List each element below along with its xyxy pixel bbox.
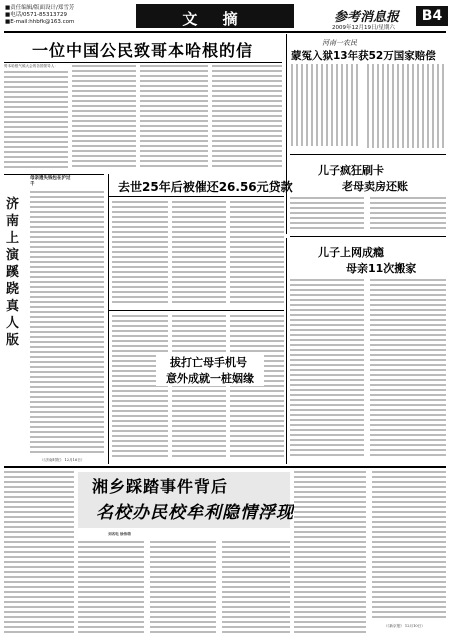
xx-body-col4 bbox=[294, 470, 366, 636]
phone-contact: ■电话/0571-85313729 bbox=[5, 12, 68, 18]
email-contact: ■E-mail:hhbfk@163.com bbox=[5, 19, 75, 25]
mom-headline-1: 儿子疯狂刷卡 bbox=[318, 164, 384, 177]
divider bbox=[286, 34, 287, 234]
henan-body-col2 bbox=[366, 64, 444, 148]
main-body-col3 bbox=[140, 64, 208, 170]
editor-contact: ■责任编辑/版面设计/郑雪芳 bbox=[5, 5, 75, 11]
page-number: B4 bbox=[416, 6, 448, 26]
henan-kicker: 河南一农民 bbox=[322, 39, 357, 47]
divider bbox=[108, 310, 284, 311]
divider bbox=[4, 466, 446, 468]
xx-intro-body bbox=[4, 470, 74, 636]
mom-body-col1 bbox=[290, 196, 364, 232]
sidebar-footer: （《济南时报》 12月16日） bbox=[40, 458, 85, 462]
main-body-col2 bbox=[72, 64, 136, 170]
divider bbox=[290, 236, 446, 237]
sidebar-subtitle: 母亲遗失钱包在沪过千 bbox=[30, 176, 71, 187]
sidebar-body bbox=[30, 190, 104, 456]
phone-body-col3 bbox=[230, 314, 284, 460]
move-body-col2 bbox=[370, 278, 446, 458]
divider bbox=[286, 238, 287, 464]
henan-headline: 蒙冤入狱13年获52万国家赔偿 bbox=[291, 50, 436, 62]
divider bbox=[4, 62, 282, 63]
henan-body-col1 bbox=[290, 64, 360, 146]
divider bbox=[108, 174, 109, 464]
phone-headline-1: 拔打亡母手机号 bbox=[170, 356, 247, 369]
loan-body-col1 bbox=[112, 200, 168, 306]
xx-body-col2 bbox=[150, 540, 216, 636]
xx-subheadline: 名校办民校牟利隐情浮现 bbox=[96, 503, 294, 523]
main-headline: 一位中国公民致哥本哈根的信 bbox=[32, 41, 254, 60]
main-lead: 哥本哈根气候大会的各国领导人： bbox=[4, 64, 58, 68]
phone-body-col1 bbox=[112, 314, 168, 460]
xx-byline: 刘名电 徐伟萌 bbox=[108, 532, 131, 536]
xx-body-col5 bbox=[372, 470, 446, 620]
issue-date: 2009年12月19日/星期六 bbox=[332, 25, 395, 31]
move-headline-1: 儿子上网成瘾 bbox=[318, 246, 384, 259]
loan-headline: 去世25年后被催还26.56元贷款 bbox=[118, 180, 293, 194]
phone-headline-2: 意外成就一桩姻缘 bbox=[166, 372, 254, 385]
move-headline-2: 母亲11次搬家 bbox=[346, 262, 417, 275]
mom-body-col2 bbox=[370, 196, 446, 232]
paper-name: 参考消息报 bbox=[334, 10, 400, 25]
divider bbox=[290, 154, 446, 155]
divider bbox=[4, 174, 104, 175]
xx-body-col3 bbox=[222, 540, 290, 636]
xx-headline: 湘乡踩踏事件背后 bbox=[92, 477, 229, 496]
sidebar-title: 济南上演蹊跷真人版 bbox=[6, 197, 20, 348]
move-body-col1 bbox=[290, 278, 364, 458]
loan-body-col3 bbox=[230, 200, 284, 306]
divider bbox=[108, 196, 284, 197]
phone-body-col2 bbox=[172, 314, 226, 460]
header-rule bbox=[4, 31, 446, 33]
xx-body-col1 bbox=[78, 540, 144, 636]
main-body-col1 bbox=[4, 70, 68, 170]
section-title: 文 摘 bbox=[182, 10, 248, 28]
main-body-col4 bbox=[212, 64, 282, 170]
xx-footnote: （《新京报》 12月10日） bbox=[384, 624, 425, 628]
mom-headline-2: 老母卖房还账 bbox=[342, 180, 408, 193]
loan-body-col2 bbox=[172, 200, 226, 306]
